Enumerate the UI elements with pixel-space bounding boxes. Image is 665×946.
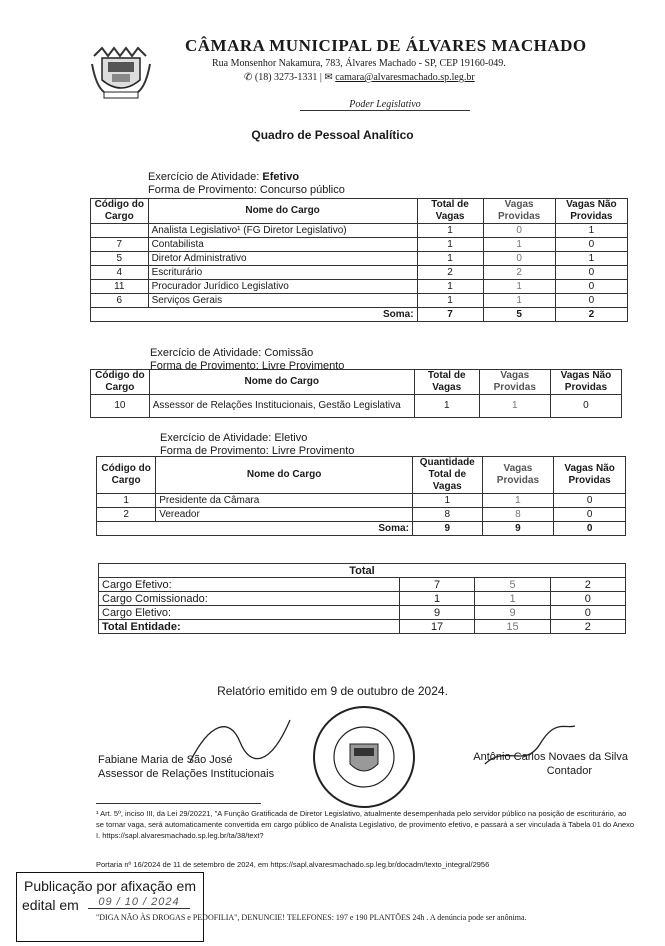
header-address: Rua Monsenhor Nakamura, 783, Álvares Machado - SP, CEP 19160-049.	[212, 58, 506, 69]
signer-left-role: Assessor de Relações Institucionais	[98, 768, 275, 780]
table-row: Analista Legislativo¹ (FG Diretor Legislativo) 1 0 1	[91, 224, 628, 238]
comissao-table: Código do Cargo Nome do Cargo Total de Vagas Vagas Providas Vagas Não Providas 10 Assessor de Relações Institucionais, Gestão Legislativa 1 1 0	[90, 369, 622, 418]
efetivo-activity-prefix: Exercício de Atividade:	[148, 171, 260, 183]
official-seal	[304, 706, 424, 808]
totals-table	[98, 563, 626, 634]
mail-icon: ✉	[324, 72, 333, 83]
stamp-line-1: Publicação por afixação em	[24, 878, 196, 894]
footnote: ¹ Art. 5º, inciso III, da Lei 29/20221, "A Função Gratificada de Diretor Legislativo, atualmente desempenhada pelo servidor público na posição de escriturário, ao se tornar vaga, será automaticamente convertida em cargo público de Analista Legislativo, de provimento efetivo, e passará a ser vinculada à Tabela 01 do Anexo I. https://sapl.alvaresmachado.sp.leg.br/ta/38/text?	[96, 809, 635, 840]
signature-left	[98, 753, 274, 781]
header-email[interactable]: camara@alvaresmachado.sp.leg.br	[335, 72, 475, 83]
signer-right-role: Contador	[546, 765, 592, 777]
report-date-line: Relatório emitido em 9 de outubro de 2024.	[217, 684, 448, 698]
signature-right	[448, 750, 628, 778]
table-row: Cargo Comissionado: 1 1 0	[99, 592, 626, 606]
efetivo-activity-value: Efetivo	[262, 171, 300, 183]
totals-header: Total	[99, 564, 626, 578]
table-row: 11 Procurador Jurídico Legislativo 1 1 0	[91, 280, 628, 294]
col-total: Total de Vagas	[417, 199, 483, 224]
document-title: Quadro de Pessoal Analítico	[251, 128, 414, 142]
eletivo-provision: Forma de Provimento: Livre Provimento	[160, 445, 355, 457]
col-not-provided: Vagas Não Providas	[555, 199, 627, 224]
portaria-reference: Portaria nº 16/2024 de 11 de setembro de 2024, em https://sapl.alvaresmachado.sp.leg.br/docadm/texto_integral/2956	[96, 860, 490, 869]
power-label: Poder Legislativo	[300, 99, 470, 111]
stamp-date: 09 / 10 / 2024	[88, 896, 190, 909]
eletivo-activity: Exercício de Atividade: Eletivo	[160, 432, 308, 444]
table-row: 1 Presidente da Câmara 1 1 0	[97, 494, 626, 508]
total-row: Total Entidade: 17 15 2	[99, 620, 626, 634]
comissao-provision: Forma de Provimento: Livre Provimento	[150, 360, 345, 372]
coat-of-arms-logo	[90, 42, 152, 102]
header-contact	[244, 72, 475, 83]
table-row: 6 Serviços Gerais 1 1 0	[91, 294, 628, 308]
phone-icon: ✆	[244, 72, 253, 83]
efetivo-labels	[148, 171, 345, 197]
signer-right-name: Antônio Carlos Novaes da Silva	[473, 751, 628, 763]
sum-row: Soma: 7 5 2	[91, 308, 628, 322]
col-provided: Vagas Providas	[483, 199, 555, 224]
efetivo-table	[90, 198, 628, 322]
efetivo-provision: Forma de Provimento: Concurso público	[148, 184, 345, 196]
footnote-divider	[96, 803, 261, 804]
col-name: Nome do Cargo	[148, 199, 417, 224]
table-row: 10 Assessor de Relações Institucionais, Gestão Legislativa 1 1 0	[91, 395, 622, 418]
table-row: Cargo Efetivo: 7 5 2	[99, 578, 626, 592]
col-code: Código do Cargo	[91, 199, 149, 224]
eletivo-labels	[160, 432, 354, 458]
signer-left-name: Fabiane Maria de São José	[98, 754, 233, 766]
sum-row: Soma: 9 9 0	[97, 522, 626, 536]
header-title: CÂMARA MUNICIPAL DE ÁLVARES MACHADO	[185, 36, 587, 55]
stamp-line-2: edital em	[22, 897, 79, 913]
table-row: Cargo Eletivo: 9 9 0	[99, 606, 626, 620]
table-row: 2 Vereador 8 8 0	[97, 508, 626, 522]
footer-slogan: "DIGA NÃO ÀS DROGAS e PEDOFILIA", DENUNCIE! TELEFONES: 197 e 190 PLANTÕES 24h . A denúncia pode ser anônima.	[96, 913, 527, 922]
table-row: 5 Diretor Administrativo 1 0 1	[91, 252, 628, 266]
table-row: 7 Contabilista 1 1 0	[91, 238, 628, 252]
table-row: 4 Escriturário 2 2 0	[91, 266, 628, 280]
header-phone: (18) 3273-1331 |	[254, 72, 322, 83]
comissao-activity: Exercício de Atividade: Comissão	[150, 347, 314, 359]
eletivo-table: Código do Cargo Nome do Cargo Quantidade Total de Vagas Vagas Providas Vagas Não Providas 1 Presidente da Câmara 1 1 0 2 Vereador 8 8 0 Soma: 9 9 0	[96, 456, 626, 536]
